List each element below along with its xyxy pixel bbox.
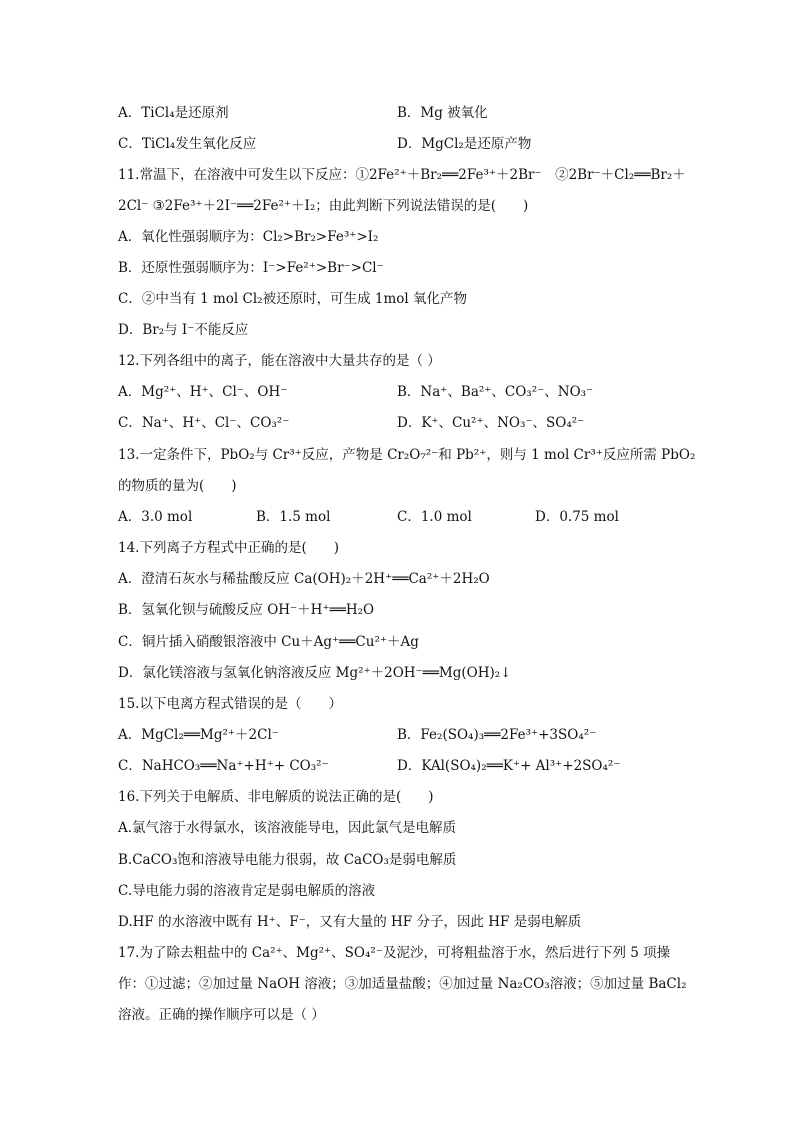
q12-option-c: C．Na⁺、H⁺、Cl⁻、CO₃²⁻ xyxy=(118,415,290,431)
q16-option-d: D.HF 的水溶液中既有 H⁺、F⁻，又有大量的 HF 分子，因此 HF 是弱电解质 xyxy=(118,914,582,930)
q15-option-a: A．MgCl₂══Mg²⁺＋2Cl⁻ xyxy=(118,727,279,743)
q11-option-a: A．氧化性强弱顺序为：Cl₂>Br₂>Fe³⁺>I₂ xyxy=(118,229,379,245)
q11-stem-line1: 11.常温下，在溶液中可发生以下反应：①2Fe²⁺＋Br₂══2Fe³⁺＋2Br⁻ ②2Br⁻＋Cl₂══Br₂＋ xyxy=(118,167,686,183)
q12-option-a: A．Mg²⁺、H⁺、Cl⁻、OH⁻ xyxy=(118,384,288,400)
q12-option-d: D．K⁺、Cu²⁺、NO₃⁻、SO₄²⁻ xyxy=(397,415,585,431)
q16-option-a: A.氯气溶于水得氯水，该溶液能导电，因此氯气是电解质 xyxy=(118,820,457,836)
q15-option-b: B．Fe₂(SO₄)₃══2Fe³⁺+3SO₄²⁻ xyxy=(397,727,597,743)
q11-stem-line2: 2Cl⁻ ③2Fe³⁺＋2I⁻══2Fe²⁺＋I₂；由此判断下列说法错误的是( ) xyxy=(118,198,529,214)
q13-option-b: B．1.5 mol xyxy=(256,509,331,525)
q13-option-a: A．3.0 mol xyxy=(118,509,193,525)
q13-option-c: C．1.0 mol xyxy=(397,509,472,525)
q10-option-b: B．Mg 被氧化 xyxy=(397,105,488,121)
q15-stem: 15.以下电离方程式错误的是（ ） xyxy=(118,696,342,712)
q10-option-c: C．TiCl₄发生氧化反应 xyxy=(118,136,257,152)
q14-option-a: A．澄清石灰水与稀盐酸反应 Ca(OH)₂＋2H⁺══Ca²⁺＋2H₂O xyxy=(118,571,490,587)
q11-option-d: D．Br₂与 I⁻不能反应 xyxy=(118,322,249,338)
q14-option-c: C．铜片插入硝酸银溶液中 Cu＋Ag⁺══Cu²⁺＋Ag xyxy=(118,634,419,650)
q11-option-b: B．还原性强弱顺序为：I⁻>Fe²⁺>Br⁻>Cl⁻ xyxy=(118,260,384,276)
q16-option-c: C.导电能力弱的溶液肯定是弱电解质的溶液 xyxy=(118,883,376,899)
q13-option-d: D．0.75 mol xyxy=(535,509,619,525)
q10-option-a: A．TiCl₄是还原剂 xyxy=(118,105,229,121)
q17-stem-line3: 溶液。正确的操作顺序可以是（ ） xyxy=(118,1007,325,1023)
q15-option-c: C．NaHCO₃══Na⁺+H⁺+ CO₃²⁻ xyxy=(118,758,329,774)
q12-stem: 12.下列各组中的离子，能在溶液中大量共存的是（ ） xyxy=(118,353,441,369)
q10-option-d: D．MgCl₂是还原产物 xyxy=(397,136,532,152)
q15-option-d: D．KAl(SO₄)₂══K⁺+ Al³⁺+2SO₄²⁻ xyxy=(397,758,621,774)
q11-option-c: C．②中当有 1 mol Cl₂被还原时，可生成 1mol 氧化产物 xyxy=(118,291,468,307)
q13-stem-line2: 的物质的量为( ) xyxy=(118,478,237,494)
q12-option-b: B．Na⁺、Ba²⁺、CO₃²⁻、NO₃⁻ xyxy=(397,384,594,400)
q14-option-b: B．氢氧化钡与硫酸反应 OH⁻＋H⁺══H₂O xyxy=(118,602,375,618)
q13-stem-line1: 13.一定条件下，PbO₂与 Cr³⁺反应，产物是 Cr₂O₇²⁻和 Pb²⁺，则与 1 mol Cr³⁺反应所需 PbO₂ xyxy=(118,447,696,463)
q17-stem-line2: 作：①过滤；②加过量 NaOH 溶液；③加适量盐酸；④加过量 Na₂CO₃溶液；⑤加过量 BaCl₂ xyxy=(118,976,687,992)
q14-option-d: D．氯化镁溶液与氢氧化钠溶液反应 Mg²⁺＋2OH⁻══Mg(OH)₂↓ xyxy=(118,665,512,681)
q16-stem: 16.下列关于电解质、非电解质的说法正确的是( ) xyxy=(118,789,434,805)
q16-option-b: B.CaCO₃饱和溶液导电能力很弱，故 CaCO₃是弱电解质 xyxy=(118,852,457,868)
q17-stem-line1: 17.为了除去粗盐中的 Ca²⁺、Mg²⁺、SO₄²⁻及泥沙，可将粗盐溶于水，然后进行下列 5 项操 xyxy=(118,945,671,961)
q14-stem: 14.下列离子方程式中正确的是( ) xyxy=(118,540,340,556)
